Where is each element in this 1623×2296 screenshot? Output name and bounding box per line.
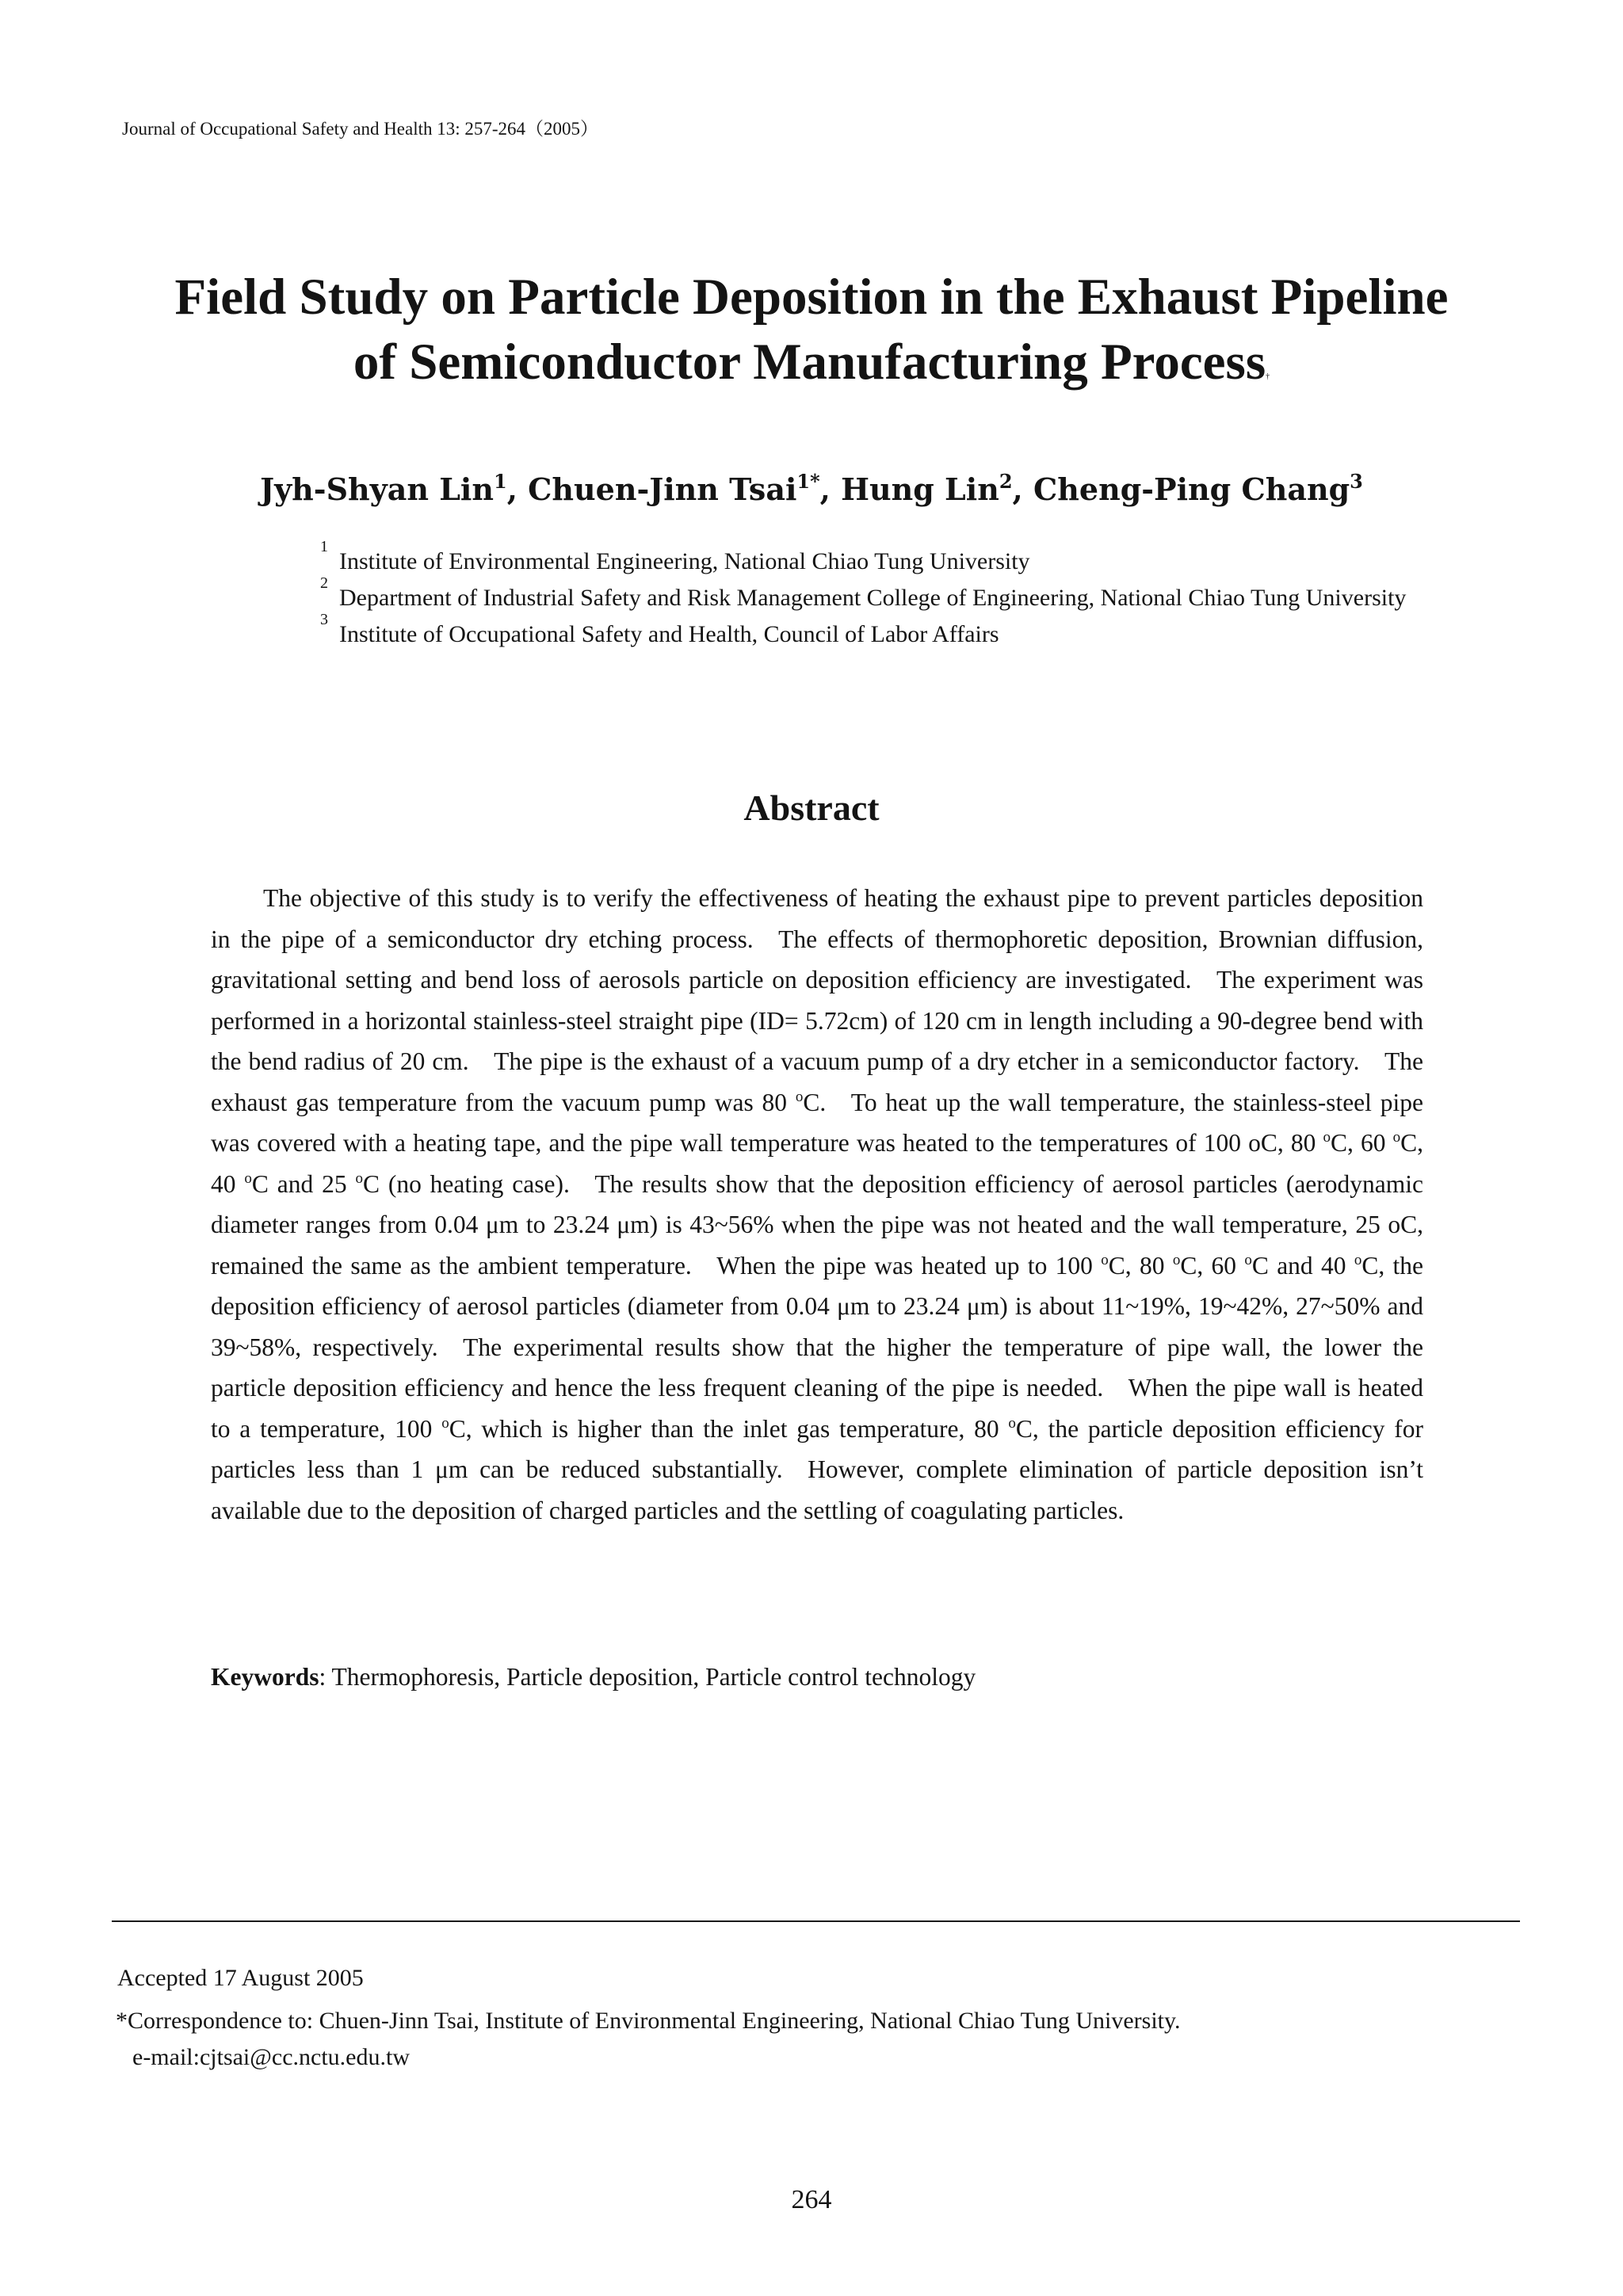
affiliation-text: Institute of Occupational Safety and Health, Council of Labor Affairs — [339, 621, 999, 647]
author-separator: , — [1012, 471, 1034, 507]
author-affiliation-mark: 2 — [999, 470, 1013, 493]
author-name: Hung Lin — [841, 471, 999, 507]
correspondence-note — [116, 2003, 1534, 2076]
footnote-divider — [112, 1920, 1520, 1922]
page-number: 264 — [791, 2185, 832, 2214]
author-name: Cheng-Ping Chang — [1033, 471, 1350, 507]
abstract-heading: Abstract — [743, 788, 880, 828]
affiliation-number: 3 — [320, 611, 328, 628]
correspondence-email: e-mail:cjtsai@cc.nctu.edu.tw — [132, 2044, 410, 2070]
degree-superscript: o — [1172, 1251, 1181, 1268]
journal-citation: Journal of Occupational Safety and Health 13: 257-264（2005） — [122, 119, 599, 139]
author-affiliation-mark: 1* — [796, 470, 820, 493]
affiliation — [320, 538, 1430, 580]
author-name: Chuen-Jinn Tsai — [528, 471, 797, 507]
accepted-date: Accepted 17 August 2005 — [117, 1965, 364, 1991]
keywords-label: Keywords — [211, 1663, 319, 1691]
author-list — [79, 469, 1544, 510]
degree-superscript: o — [795, 1088, 804, 1105]
author-separator: , — [819, 471, 842, 507]
affiliation-list — [320, 538, 1430, 653]
author-separator: , — [506, 471, 529, 507]
author — [1033, 471, 1363, 507]
affiliation-number: 1 — [320, 538, 328, 555]
affiliation-text: Institute of Environmental Engineering, National Chiao Tung University — [339, 548, 1030, 574]
affiliation-number: 2 — [320, 574, 328, 592]
degree-superscript: o — [441, 1414, 449, 1432]
affiliation-text: Department of Industrial Safety and Risk Management College of Engineering, National Chiao Tung University — [339, 585, 1407, 611]
degree-superscript: o — [244, 1169, 252, 1187]
degree-superscript: o — [1354, 1251, 1362, 1268]
degree-superscript: o — [1323, 1129, 1331, 1146]
author-affiliation-mark: 3 — [1350, 470, 1363, 493]
degree-superscript: o — [355, 1169, 363, 1187]
degree-superscript: o — [1392, 1129, 1401, 1146]
title-line-2 — [79, 330, 1544, 410]
author — [841, 471, 1033, 507]
keywords-line — [211, 1659, 976, 1695]
title-line-2-text: of Semiconductor Manufacturing Process — [353, 334, 1266, 391]
degree-superscript: o — [1101, 1251, 1109, 1268]
affiliation — [320, 611, 1430, 653]
degree-superscript: o — [1244, 1251, 1252, 1268]
paper-title — [79, 265, 1544, 410]
degree-superscript: o — [1008, 1414, 1016, 1432]
keywords-text: : Thermophoresis, Particle deposition, Particle control technology — [319, 1663, 976, 1691]
author — [528, 471, 841, 507]
correspondence-text: *Correspondence to: Chuen-Jinn Tsai, Institute of Environmental Engineering, National Chiao Tung University. — [116, 2008, 1181, 2034]
author-affiliation-mark: 1 — [493, 470, 507, 493]
affiliation — [320, 574, 1430, 616]
author-name: Jyh-Shyan Lin — [260, 471, 494, 507]
title-footnote-mark: † — [1266, 372, 1270, 381]
title-line-1: Field Study on Particle Deposition in the Exhaust Pipeline — [174, 269, 1449, 326]
abstract-body: The objective of this study is to verify the effectiveness of heating the exhaust pipe to prevent particles deposition in the pipe of a semiconductor dry etching process. The effects of thermophoretic deposition, Brownian diffusion, gravitational setting and bend loss of aerosols particle on deposition efficiency are investigated. The experiment was performed in a horizontal stainless-steel straight pipe (ID= 5.72cm) of 120 cm in length including a 90-degree bend with the bend radius of 20 cm. The pipe is the exhaust of a vacuum pump of a dry etcher in a semiconductor factory. The exhaust gas temperature from the vacuum pump was 80 $^o$C. To heat up the wall temperature, the stainless-steel pipe was covered with a heating tape, and the pipe wall temperature was heated to the temperatures of 100 oC, 80 $^o$C, 60 $^o$C, 40 $^o$C and 25 $^o$C (no heating case). The results show that the deposition efficiency of aerosol particles (aerodynamic diameter ranges from 0.04 μm to 23.24 μm) is 43~56% when the pipe was not heated and the wall temperature, 25 oC, remained the same as the ambient temperature. When the pipe was heated up to 100 $^o$C, 80 $^o$C, 60 $^o$C and 40 $^o$C, the deposition efficiency of aerosol particles (diameter from 0.04 μm to 23.24 μm) is about 11~19%, 19~42%, 27~50% and 39~58%, respectively. The experimental results show that the higher the temperature of pipe wall, the lower the particle deposition efficiency and hence the less frequent cleaning of the pipe is needed. When the pipe wall is heated to a temperature, 100 $^o$C, which is higher than the inlet gas temperature, 80 $^o$C, the particle deposition efficiency for particles less than 1 μm can be reduced substantially. However, complete elimination of particle deposition isn’t available due to the deposition of charged particles and the settling of coagulating particles. — [211, 884, 1424, 1524]
author — [260, 471, 528, 507]
